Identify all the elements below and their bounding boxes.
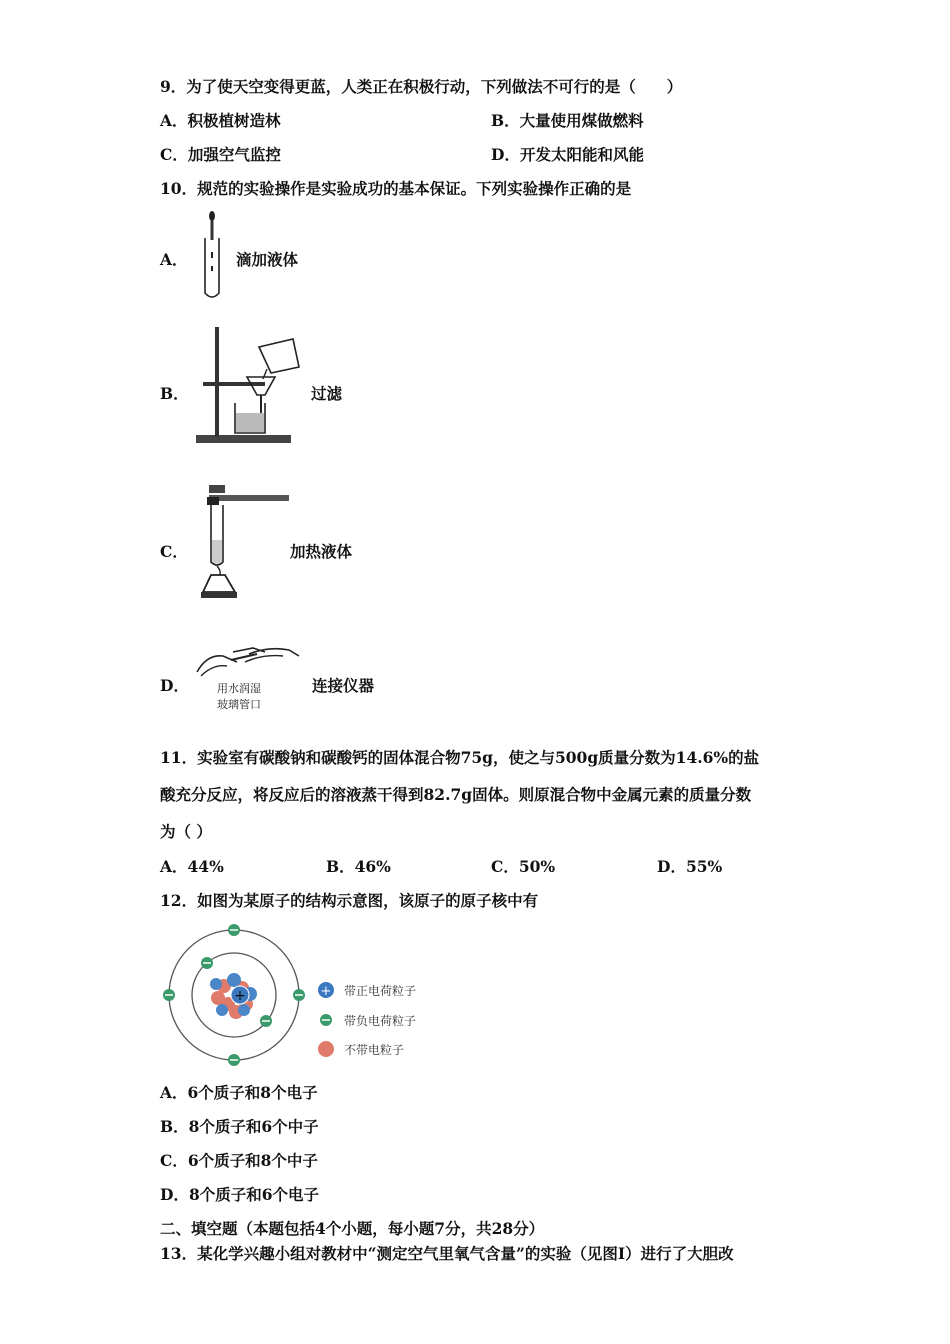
q10-option-c-text: 加热液体: [290, 542, 353, 561]
neutral-particle-icon: [318, 1041, 334, 1057]
legend-negative: 带负电荷粒子: [344, 1014, 417, 1028]
q11-option-d: D．55%: [657, 857, 723, 876]
q10-option-a-letter: A．: [160, 250, 188, 269]
legend-positive: 带正电荷粒子: [344, 984, 417, 998]
q12-option-a: A．6个质子和8个电子: [160, 1083, 318, 1102]
heating-liquid-figure: [195, 480, 290, 605]
dropper-test-tube-figure: [195, 208, 235, 303]
q10-option-d-text: 连接仪器: [312, 676, 375, 695]
connecting-instruments-figure: [193, 642, 305, 717]
d-caption-line1: 用水润湿: [217, 682, 261, 695]
legend: [318, 982, 416, 1057]
atom-structure-diagram: [158, 920, 428, 1070]
q11-option-c: C．50%: [491, 857, 556, 876]
q10-stem: 10．规范的实验操作是实验成功的基本保证。下列实验操作正确的是: [160, 179, 632, 198]
q10-option-c-letter: C．: [160, 542, 188, 561]
q10-option-d-letter: D．: [160, 676, 189, 695]
q11-line3: 为（ ）: [160, 822, 212, 841]
q11-line2: 酸充分反应，将反应后的溶液蒸干得到82.7g固体。则原混合物中金属元素的质量分数: [160, 785, 752, 804]
d-caption-line2: 玻璃管口: [217, 698, 261, 711]
q12-stem: 12．如图为某原子的结构示意图，该原子的原子核中有: [160, 891, 539, 910]
q9-option-c: C．加强空气监控: [160, 145, 281, 164]
q13-stem: 13．某化学兴趣小组对教材中“测定空气里氧气含量”的实验（见图I）进行了大胆改: [160, 1244, 734, 1263]
nucleus: [210, 973, 257, 1019]
q11-option-b: B．46%: [326, 857, 391, 876]
q12-option-c: C．6个质子和8个中子: [160, 1151, 318, 1170]
q10-option-b-letter: B．: [160, 384, 189, 403]
q10-option-b-text: 过滤: [311, 384, 343, 403]
svg-text:+: +: [234, 988, 246, 1004]
q12-option-d: D．8个质子和6个电子: [160, 1185, 320, 1204]
q9-option-d: D．开发太阳能和风能: [491, 145, 644, 164]
section-2-heading: 二、填空题（本题包括4个小题，每小题7分，共28分）: [160, 1219, 545, 1238]
svg-text:+: +: [320, 984, 332, 999]
q11-line1: 11．实验室有碳酸钠和碳酸钙的固体混合物75g，使之与500g质量分数为14.6%的盐: [160, 748, 760, 767]
q11-option-a: A．44%: [160, 857, 224, 876]
q9-option-b: B．大量使用煤做燃料: [491, 111, 644, 130]
filtration-apparatus-figure: [193, 325, 308, 447]
q9-option-a: A．积极植树造林: [160, 111, 281, 130]
legend-neutral: 不带电粒子: [344, 1043, 405, 1057]
q12-option-b: B．8个质子和6个中子: [160, 1117, 319, 1136]
q10-option-a-text: 滴加液体: [236, 250, 299, 269]
q9-stem: 9．为了使天空变得更蓝，人类正在积极行动，下列做法不可行的是（ ）: [160, 77, 683, 96]
